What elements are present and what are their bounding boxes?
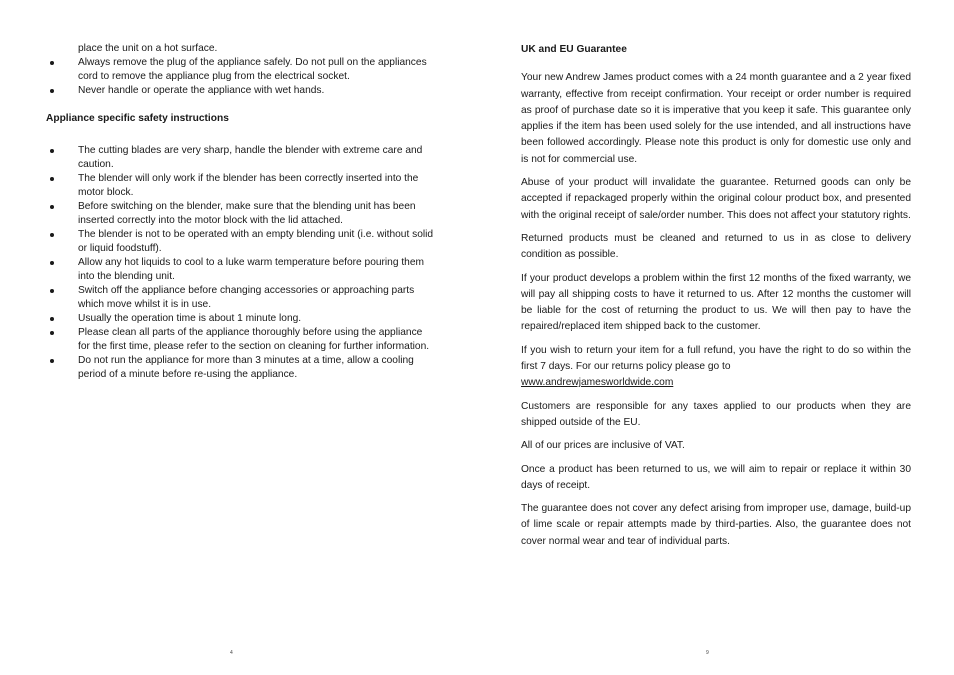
right-page — [477, 0, 954, 675]
paragraph: Abuse of your product will invalidate the guarantee. Returned goods can only be accepted if repackaged properly within the original colour product box, and presented with the original receipt of sale/order number. This does not affect your statutory rights. — [521, 177, 911, 221]
paragraph: Returned products must be cleaned and returned to us in as close to delivery condition as possible. — [521, 232, 911, 261]
paragraph: The guarantee does not cover any defect arising from improper use, damage, build-up of lime scale or repair attempts made by third-parties. Also, the guarantee does not cover normal wear and tear of individual parts. — [521, 503, 911, 547]
list-item: The cutting blades are very sharp, handle the blender with extreme care and caution. — [46, 144, 436, 172]
appliance-safety-list — [46, 144, 436, 382]
website-link[interactable]: www.andrewjamesworldwide.com — [521, 377, 674, 389]
list-item: Allow any hot liquids to cool to a luke warm temperature before pouring them into the blending unit. — [46, 256, 436, 284]
guarantee-column — [521, 42, 911, 550]
paragraph: All of our prices are inclusive of VAT. — [521, 440, 685, 452]
list-item: Switch off the appliance before changing accessories or approaching parts which move whilst it is in use. — [46, 284, 436, 312]
guarantee-heading: UK and EU Guarantee — [521, 44, 627, 55]
paragraph: Once a product has been returned to us, we will aim to repair or replace it within 30 days of receipt. — [521, 463, 911, 491]
continuation-text: place the unit on a hot surface. — [78, 43, 218, 54]
list-item: Never handle or operate the appliance with wet hands. — [46, 84, 436, 98]
paragraph: Customers are responsible for any taxes applied to our products when they are shipped outside of the EU. — [521, 400, 911, 428]
list-item: The blender is not to be operated with an empty blending unit (i.e. without solid or liquid foodstuff). — [46, 228, 436, 256]
section-heading: Appliance specific safety instructions — [46, 113, 229, 124]
paragraph: If your product develops a problem within the first 12 months of the fixed warranty, we will pay all shipping costs to have it returned to us. After 12 months the customer will be liable for the cost of returning the product to us. We will then pay to have the repaired/replaced item shipped back to the customer. — [521, 272, 911, 333]
general-safety-list — [46, 56, 436, 98]
refund-text: If you wish to return your item for a full refund, you have the right to do so within the first 7 days. For our returns policy please go to — [521, 344, 911, 373]
paragraph: Your new Andrew James product comes with a 24 month guarantee and a 2 year fixed warranty, effective from receipt confirmation. Your receipt or order number is required as proof of purchase date so it is imperative that you keep it safe. This guarantee only applies if the item has been used solely for the use intended, and all instructions have been followed accordingly. Please note this product is only for domestic use only and is not for commercial use. — [521, 72, 911, 165]
list-item: Please clean all parts of the appliance thoroughly before using the appliance for the first time, please refer to the section on cleaning for further information. — [46, 326, 436, 354]
list-item: Always remove the plug of the appliance safely. Do not pull on the appliances cord to remove the appliance plug from the electrical socket. — [46, 56, 436, 84]
list-item: Usually the operation time is about 1 minute long. — [46, 312, 436, 326]
page-number: 4 — [230, 650, 233, 656]
list-item: Do not run the appliance for more than 3 minutes at a time, allow a cooling period of a minute before re-using the appliance. — [46, 354, 436, 382]
refund-paragraph — [521, 343, 911, 392]
list-item: The blender will only work if the blender has been correctly inserted into the motor block. — [46, 172, 436, 200]
page-number: 9 — [706, 650, 709, 656]
list-item: Before switching on the blender, make sure that the blending unit has been inserted correctly into the motor block with the lid attached. — [46, 200, 436, 228]
safety-instructions-column — [46, 42, 436, 382]
